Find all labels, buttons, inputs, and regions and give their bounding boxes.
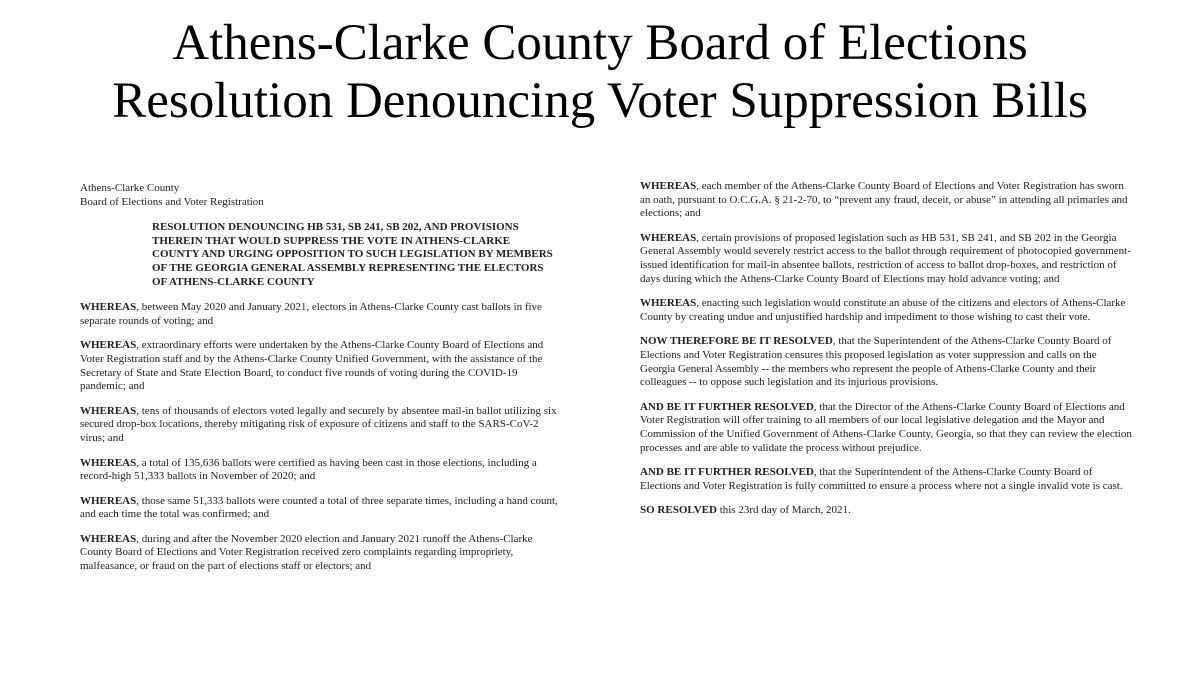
so-resolved-paragraph <box>640 504 1132 518</box>
paragraph-text: , that the Director of the Athens-Clarke County Board of Elections and Voter Registration will offer training to all members of our local legislative delegation and the Mayor and Commission of the Unified Government of Athens-Clarke County, Georgia, so that they can review the election processes and are able to validate the process without prejudice. <box>640 400 1132 454</box>
paragraph-lead: NOW THEREFORE BE IT RESOLVED <box>640 335 833 348</box>
paragraph-lead: WHEREAS <box>640 297 697 310</box>
organization-name: Athens-Clarke County <box>80 182 180 194</box>
paragraph-text: , between May 2020 and January 2021, electors in Athens-Clarke County cast ballots in five separate rounds of voting; and <box>80 301 542 327</box>
paragraph-text: , during and after the November 2020 election and January 2021 runoff the Athens-Clarke County Board of Elections and Voter Registration received zero complaints regarding impropriety, malfeasance, or fraud on the part of elections staff or electors; and <box>80 532 533 573</box>
paragraph-text: , enacting such legislation would constitute an abuse of the citizens and electors of Athens-Clarke County by creating undue and unjustified hardship and impediment to those wishing to cast their vote. <box>640 297 1126 323</box>
paragraph-lead: WHEREAS <box>80 404 137 417</box>
resolved-paragraph <box>640 335 1132 389</box>
organization-block <box>80 182 558 209</box>
whereas-paragraph <box>80 495 558 522</box>
whereas-paragraph <box>640 232 1132 286</box>
resolved-paragraph <box>640 401 1132 455</box>
resolution-title: RESOLUTION DENOUNCING HB 531, SB 241, SB 202, AND PROVISIONS THEREIN THAT WOULD SUPPRESS THE VOTE IN ATHENS-CLARKE COUNTY AND URGING OPPOSITION TO SUCH LEGISLATION BY MEMBERS OF THE GEORGIA GENERAL ASSEMBLY REPRESENTING THE ELECTORS OF ATHENS-CLARKE COUNTY <box>152 221 553 288</box>
paragraph-lead: WHEREAS <box>80 532 137 545</box>
headline-line-2: Resolution Denouncing Voter Suppression Bills <box>112 73 1088 129</box>
paragraph-text: , extraordinary efforts were undertaken by the Athens-Clarke County Board of Elections and Voter Registration staff and by the Athens-Clarke County Unified Government, with the assistance of the Secretary of State and State Election Board, to conduct five rounds of voting during the COVID-19 pandemic; and <box>80 339 544 393</box>
paragraph-text: this 23rd day of March, 2021. <box>716 504 851 517</box>
paragraph-text: , that the Superintendent of the Athens-Clarke County Board of Elections and Voter Registration is fully committed to ensure a process where not a single invalid vote is cast. <box>640 466 1123 492</box>
whereas-paragraph <box>80 457 558 484</box>
paragraph-lead: WHEREAS <box>80 301 137 314</box>
paragraph-lead: AND BE IT FURTHER RESOLVED <box>640 466 814 479</box>
paragraph-text: , tens of thousands of electors voted legally and securely by absentee mail-in ballot utilizing six secured drop-box locations, thereby mitigating risk of exposure of citizens and staff to the SARS-CoV-2 virus; and <box>80 404 557 444</box>
whereas-paragraph <box>80 533 558 574</box>
whereas-paragraph <box>80 339 558 393</box>
whereas-paragraph <box>640 297 1132 324</box>
paragraph-lead: WHEREAS <box>80 339 137 352</box>
organization-board: Board of Elections and Voter Registration <box>80 195 264 208</box>
whereas-paragraph <box>80 301 558 328</box>
paragraph-lead: WHEREAS <box>80 456 137 469</box>
whereas-paragraph <box>640 180 1132 221</box>
paragraph-lead: AND BE IT FURTHER RESOLVED <box>640 400 814 413</box>
paragraph-text: , those same 51,333 ballots were counted a total of three separate times, including a hand count, and each time the total was confirmed; and <box>80 494 558 521</box>
resolved-paragraph <box>640 466 1132 493</box>
paragraph-text: , a total of 135,636 ballots were certified as having been cast in those elections, including a record-high 51,333 ballots in November of 2020; and <box>80 456 537 483</box>
paragraph-lead: WHEREAS <box>80 494 137 507</box>
whereas-paragraph <box>80 405 558 446</box>
paragraph-lead: WHEREAS <box>640 180 697 192</box>
paragraph-lead: SO RESOLVED <box>640 504 717 517</box>
headline <box>0 14 1200 130</box>
paragraph-text: , that the Superintendent of the Athens-Clarke County Board of Elections and Voter Registration censures this proposed legislation as voter suppression and calls on the Georgia General Assembly -- the members who represent the people of Athens-Clarke County and their colleagues -- to oppose such legislation and its injurious provisions. <box>640 335 1112 389</box>
document-left-column <box>80 182 558 585</box>
document-right-column <box>640 180 1132 529</box>
paragraph-lead: WHEREAS <box>640 231 697 244</box>
paragraph-text: , each member of the Athens-Clarke County Board of Elections and Voter Registration has sworn an oath, pursuant to O.C.G.A. § 21-2-70, to “prevent any fraud, deceit, or abuse” in attending all primaries and elections; and <box>640 180 1128 220</box>
paragraph-text: , certain provisions of proposed legislation such as HB 531, SB 241, and SB 202 in the Georgia General Assembly would severely restrict access to the ballot through requirement of photocopied government-issued identification for mail-in absentee ballots, restriction of access to ballot drop-boxes, and restriction of days during which the Athens-Clarke County Board of Elections may hold advance voting; and <box>640 231 1131 285</box>
headline-line-1: Athens-Clarke County Board of Elections <box>172 15 1028 71</box>
